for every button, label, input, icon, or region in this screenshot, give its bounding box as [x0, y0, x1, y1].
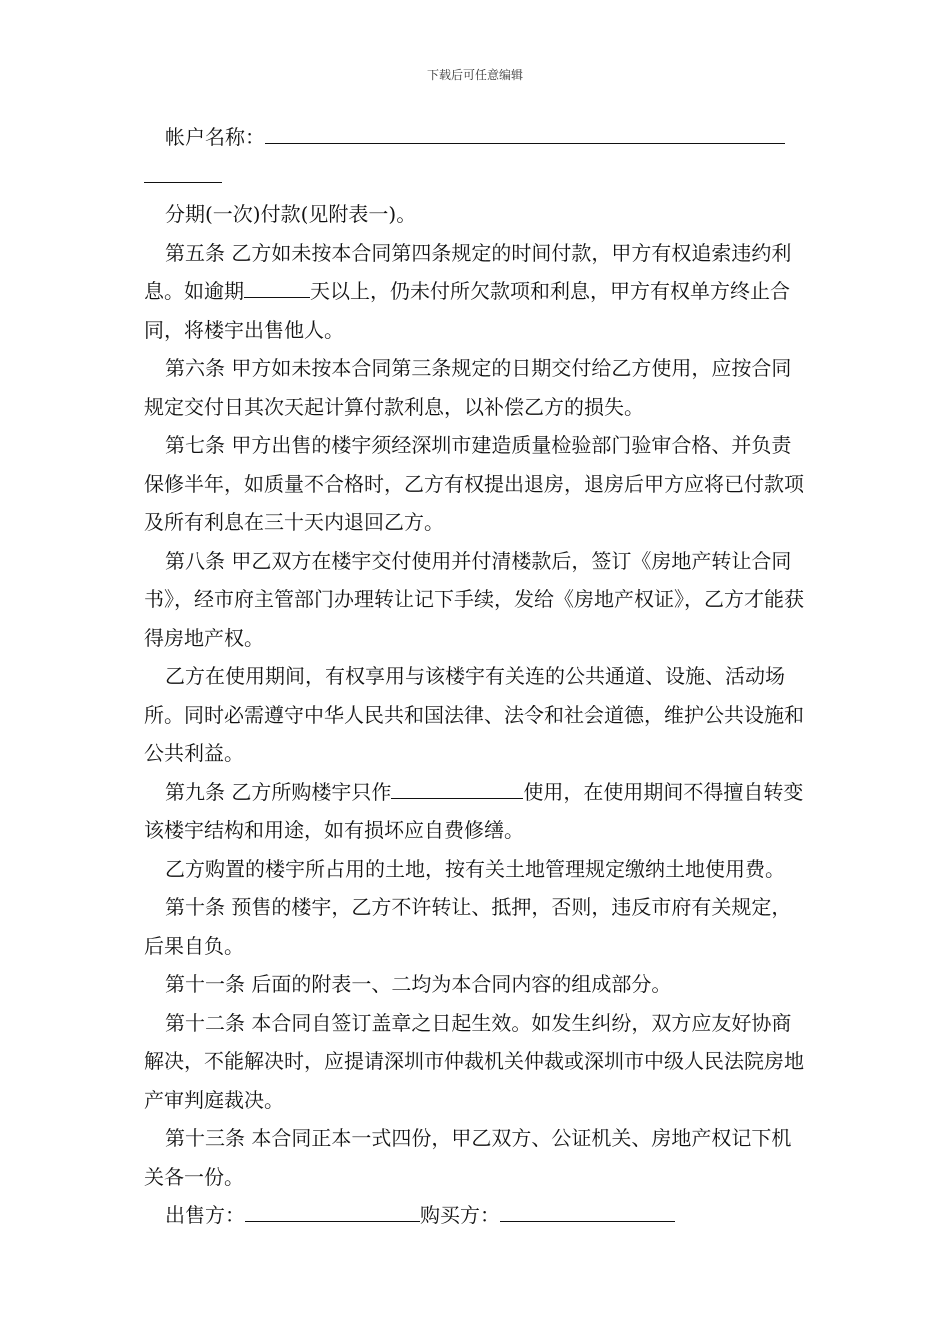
installment-paragraph: 分期(一次)付款(见附表一)。: [165, 202, 417, 226]
usage-purpose-blank: [391, 797, 523, 799]
article-10: 第十条 预售的楼宇，乙方不许转让、抵押，否则，违反市府有关规定，后果自负。: [144, 895, 792, 958]
contract-body: [144, 118, 808, 1235]
article-9-text-b: 使用，在使用期间不得擅自转变该楼宇结构和用途，如有损坏应自费修缮。: [144, 779, 804, 842]
article-11: 第十一条 后面的附表一、二均为本合同内容的组成部分。: [165, 972, 672, 996]
buyer-signature-blank: [500, 1220, 675, 1222]
article-7: 第七条 甲方出售的楼宇须经深圳市建造质量检验部门验审合格、并负责保修半年，如质量不合格时，乙方有权提出退房，退房后甲方应将已付款项及所有利息在三十天内退回乙方。: [144, 433, 804, 534]
article-9: [144, 773, 808, 850]
article-8: 第八条 甲乙双方在楼宇交付使用并付清楼款后，签订《房地产转让合同书》，经市府主管部门办理转让记下手续，发给《房地产权证》，乙方才能获得房地产权。: [144, 548, 804, 650]
seller-signature-blank: [245, 1220, 420, 1222]
article-5-text-a: 第五条 乙方如未按本合同第四条规定的时间付款，甲方有权追索违约利息。如逾期: [144, 240, 792, 303]
page-header: 下载后可任意编辑: [426, 68, 523, 82]
seller-label: 出售方：: [165, 1203, 245, 1227]
article-8-supplement: 乙方在使用期间，有权享用与该楼宇有关连的公共通道、设施、活动场所。同时必需遵守中华人民共和国法律、法令和社会道德，维护公共设施和公共利益。: [144, 664, 804, 765]
account-name-blank-tail: [144, 181, 222, 183]
article-9-text-a: 第九条 乙方所购楼宇只作: [165, 779, 392, 804]
signature-line: [144, 1196, 808, 1235]
account-name-blank: [265, 142, 785, 144]
article-5: [144, 234, 808, 350]
account-name-line-continuation: [144, 157, 808, 196]
account-name-line: [144, 118, 808, 157]
buyer-label: 购买方：: [420, 1203, 500, 1227]
account-name-label: 帐户名称：: [165, 125, 265, 149]
article-12: 第十二条 本合同自签订盖章之日起生效。如发生纠纷，双方应友好协商解决，不能解决时，应提请深圳市仲裁机关仲裁或深圳市中级人民法院房地产审判庭裁决。: [144, 1010, 804, 1112]
article-9-supplement: 乙方购置的楼宇所占用的土地，按有关土地管理规定缴纳土地使用费。: [165, 856, 785, 881]
article-13: 第十三条 本合同正本一式四份，甲乙双方、公证机关、房地产权记下机关各一份。: [144, 1126, 792, 1189]
article-5-text-b: 天以上，仍未付所欠款项和利息，甲方有权单方终止合同，将楼宇出售他人。: [144, 279, 790, 342]
article-6: 第六条 甲方如未按本合同第三条规定的日期交付给乙方使用，应按合同规定交付日其次天起计算付款利息，以补偿乙方的损失。: [144, 356, 792, 419]
overdue-days-blank: [244, 296, 310, 298]
